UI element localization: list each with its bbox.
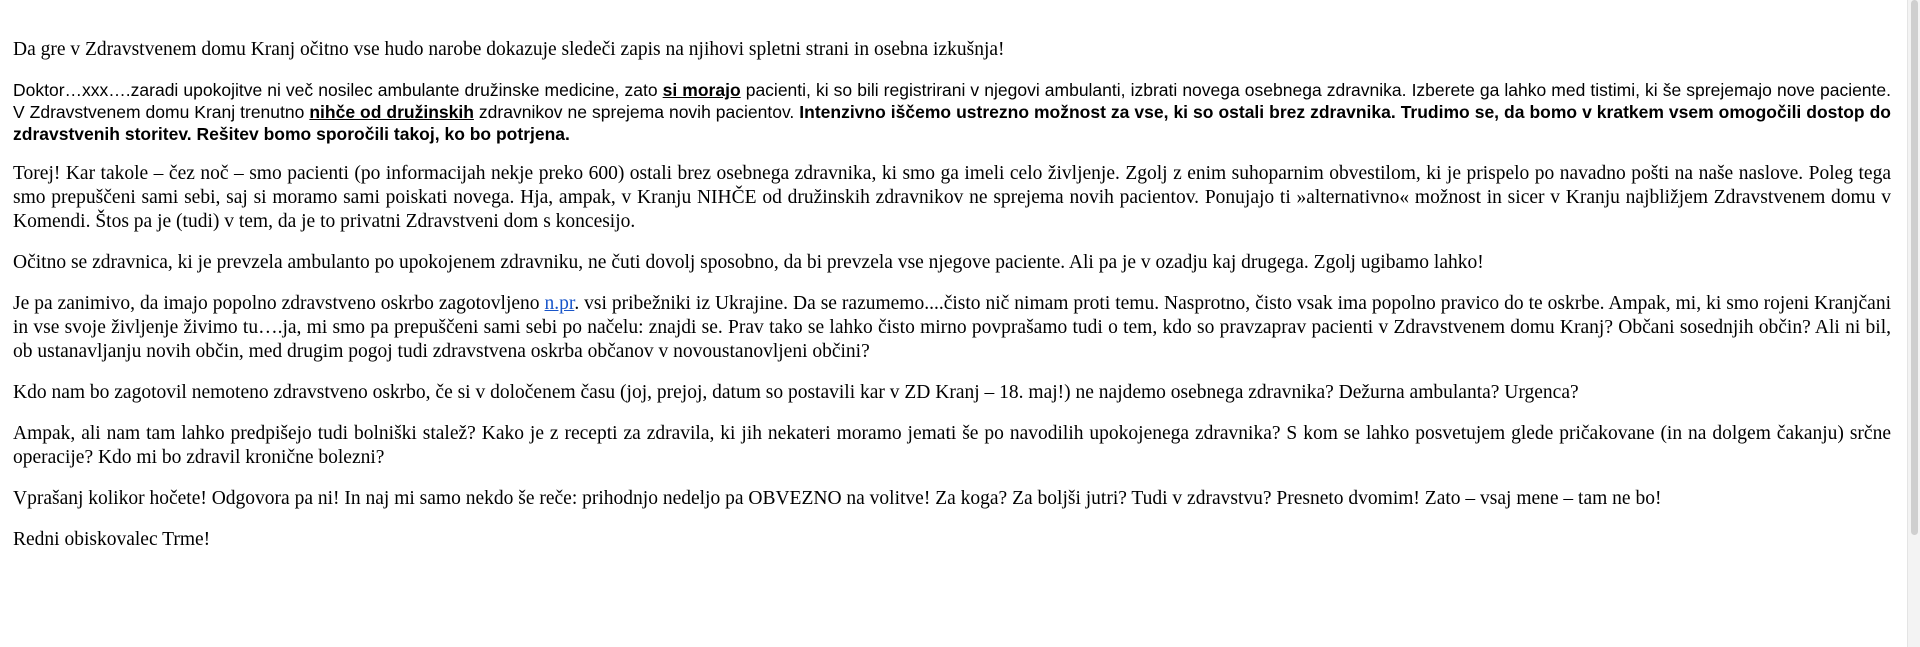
paragraph-5-text-2: . vsi pribežniki iz Ukrajine. Da se razumemo....čisto nič nimam proti temu. Nasprotno, čisto vsak ima popolno pravico do te oskrbe. Ampak, mi, ki smo rojeni Kranjčani in vse svoje življenje živimo tu….ja, mi smo pa prepuščeni sami sebi po načelu: znajdi se. Prav tako se lahko čisto mirno povprašamo tudi o tem, kdo so pravzaprav pacienti v Zdravstvenem domu Kranj? Občani sosednjih občin? Ali ni bil, ob ustanavljanju novih občin, med drugim pogoj tudi zdravstvena oskrba občanov v novoustanovljeni občini? [13,293,1891,362]
npr-link[interactable]: n.pr [544,293,575,314]
vertical-scrollbar[interactable] [1907,0,1920,647]
notice-emphasis-2: nihče od družinskih [309,102,474,122]
paragraph-6: Kdo nam bo zagotovil nemoteno zdravstveno oskrbo, če si v določenem času (joj, prejoj, datum so postavili kar v ZD Kranj – 18. maj!) ne najdemo osebnega zdravnika? Dežurna ambulanta? Urgenca? [13,382,1579,403]
health-center-notice [13,79,1891,145]
article-body [13,38,1891,569]
signature: Redni obiskovalec Trme! [13,529,211,550]
notice-text-3: zdravnikov ne sprejema novih pacientov. [473,102,800,122]
paragraph-5-text-1: Je pa zanimivo, da imajo popolno zdravstveno oskrbo zagotovljeno [13,293,545,314]
paragraph-4: Očitno se zdravnica, ki je prevzela ambulanto po upokojenem zdravniku, ne čuti dovolj sposobno, da bi prevzela vse njegove paciente. Ali pa je v ozadju kaj drugega. Zgolj ugibamo lahko! [13,252,1484,273]
notice-text-1: Doktor…xxx….zaradi upokojitve ni več nosilec ambulante družinske medicine, zato [13,80,663,100]
paragraph-5 [13,292,1891,364]
notice-emphasis-1: si morajo [662,80,741,100]
scrollbar-thumb[interactable] [1911,0,1918,535]
paragraph-7: Ampak, ali nam tam lahko predpišejo tudi bolniški stalež? Kako je z recepti za zdravila, ki jih nekateri moramo jemati še po navodilih upokojenega zdravnika? S kom se lahko posvetujem glede pričakovane (in na dolgem čakanju) srčne operacije? Kdo mi bo zdravil kronične bolezni? [13,423,1891,468]
intro-paragraph: Da gre v Zdravstvenem domu Kranj očitno vse hudo narobe dokazuje sledeči zapis na njihovi spletni strani in osebna izkušnja! [13,39,1005,60]
paragraph-8: Vprašanj kolikor hočete! Odgovora pa ni! In naj mi samo nekdo še reče: prihodnjo nedeljo pa OBVEZNO na volitve! Za koga? Za boljši jutri? Tudi v zdravstvu? Presneto dvomim! Zato – vsaj mene – tam ne bo! [13,488,1662,509]
notice-text-2: pacienti, ki so bili registrirani v njegovi ambulanti, izbrati novega osebnega zdravnika. Izberete ga lahko med tistimi, ki še sprejemajo nove paciente. V Zdravstvenem domu Kranj trenutno [13,80,1891,122]
notice-bold-statement: Intenzivno iščemo ustrezno možnost za vse, ki so ostali brez zdravnika. Trudimo se, da bomo v kratkem vsem omogočili dostop do zdravstvenih storitev. Rešitev bomo sporočili takoj, ko bo potrjena. [13,102,1891,144]
paragraph-3: Torej! Kar takole – čez noč – smo pacienti (po informacijah nekje preko 600) ostali brez osebnega zdravnika, ki smo ga imeli celo življenje. Zgolj z enim suhoparnim obvestilom, ki je prispelo po navadno pošti na naše naslove. Poleg tega smo prepuščeni sami sebi, saj si moramo sami poiskati novega. Hja, ampak, v Kranju NIHČE od družinskih zdravnikov ne sprejema novih pacientov. Ponujajo ti »alternativno« možnost in sicer v Kranju najbližjem Zdravstvenem domu v Komendi. Štos pa je (tudi) v tem, da je to privatni Zdravstveni dom s koncesijo. [13,163,1891,232]
